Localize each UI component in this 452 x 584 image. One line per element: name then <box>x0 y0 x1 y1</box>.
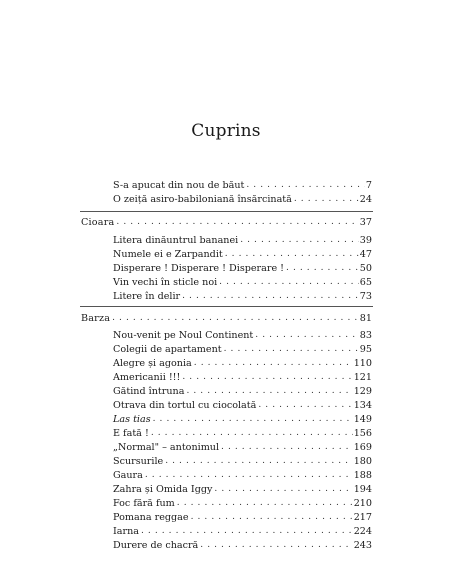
toc-entry <box>113 233 372 246</box>
toc-entry-page: 129 <box>353 386 372 397</box>
toc-entry-title: Litera dinăuntrul bananei <box>113 235 239 246</box>
toc-entry-page: 47 <box>359 249 372 260</box>
toc-dot-leader <box>151 428 353 439</box>
toc-entry-title: E fată ! <box>113 428 149 439</box>
section-divider <box>80 306 373 307</box>
toc-entry-title: Gaura <box>113 470 143 481</box>
toc-section-heading <box>81 311 372 324</box>
toc-entry-page: 169 <box>353 442 372 453</box>
toc-dot-leader <box>177 498 353 509</box>
toc-dot-leader <box>112 313 359 324</box>
toc-entry-title: Otrava din tortul cu ciocolată <box>113 400 257 411</box>
toc-entry-page: 65 <box>359 277 372 288</box>
toc-dot-leader <box>286 263 359 274</box>
toc-entry-page: 121 <box>353 372 372 383</box>
toc-entry <box>113 328 372 341</box>
toc-dot-leader <box>200 540 352 551</box>
toc-dot-leader <box>194 358 353 369</box>
page-title: Cuprins <box>191 121 261 141</box>
toc-entry-page: 210 <box>353 498 372 509</box>
toc-entry-title: Disperare ! Disperare ! Disperare ! <box>113 263 285 274</box>
toc-dot-leader <box>191 512 353 523</box>
toc-entry-title: Litere în delir <box>113 291 181 302</box>
toc-entry <box>113 524 372 537</box>
toc-entry-title: Gătind întruna <box>113 386 185 397</box>
toc-entry-title: Scursurile <box>113 456 164 467</box>
toc-entry <box>113 289 372 302</box>
toc-entry-title: Alegre și agonia <box>113 358 192 369</box>
toc-entry <box>113 482 372 495</box>
toc-entry <box>113 370 372 383</box>
toc-entry <box>113 412 372 425</box>
toc-dot-leader <box>141 526 353 537</box>
toc-entry-title: Colegii de apartament <box>113 344 222 355</box>
toc-entry-page: 149 <box>353 414 372 425</box>
toc-dot-leader <box>294 194 359 205</box>
toc-dot-leader <box>225 249 359 260</box>
toc-entry <box>113 426 372 439</box>
toc-entry-page: 39 <box>359 235 372 246</box>
toc-dot-leader <box>224 344 359 355</box>
toc-section-title: Barza <box>81 313 111 324</box>
toc-entry-page: 243 <box>353 540 372 551</box>
toc-entry-title: „Normal" – antonimul <box>113 442 220 453</box>
toc-dot-leader <box>214 484 352 495</box>
toc-dot-leader <box>182 372 352 383</box>
toc-entry-title: Iarna <box>113 526 139 537</box>
toc-entry <box>113 247 372 260</box>
toc-entry-title: O zeiță asiro-babiloniană însărcinată <box>113 194 292 205</box>
toc-dot-leader <box>116 217 358 228</box>
toc-entry <box>113 496 372 509</box>
toc-entry-title: Durere de chacră <box>113 540 199 551</box>
toc-entry-page: 7 <box>365 180 372 191</box>
toc-section-page: 81 <box>359 313 372 324</box>
toc-entry-title: Nou-venit pe Noul Continent <box>113 330 254 341</box>
toc-entry <box>113 538 372 551</box>
toc-entry-page: 95 <box>359 344 372 355</box>
toc-entry-title: Americanii !!! <box>113 372 181 383</box>
toc-entry-page: 73 <box>359 291 372 302</box>
toc-entry <box>113 342 372 355</box>
toc-entry-title: Las tias <box>113 414 151 425</box>
toc-entry <box>113 468 372 481</box>
toc-entry-title: Pomana reggae <box>113 512 189 523</box>
toc-entry-page: 24 <box>359 194 372 205</box>
toc-dot-leader <box>182 291 359 302</box>
toc-dot-leader <box>186 386 352 397</box>
toc-entry <box>113 261 372 274</box>
toc-entry-page: 224 <box>353 526 372 537</box>
toc-entry-title: Numele ei e Zarpandit <box>113 249 223 260</box>
toc-entry <box>113 275 372 288</box>
toc-dot-leader <box>165 456 352 467</box>
toc-entry <box>113 192 372 205</box>
toc-entry <box>113 454 372 467</box>
toc-entry <box>113 398 372 411</box>
toc-dot-leader <box>258 400 352 411</box>
toc-dot-leader <box>153 414 353 425</box>
section-divider <box>80 211 373 212</box>
toc-entry <box>113 510 372 523</box>
toc-entry-page: 134 <box>353 400 372 411</box>
toc-entry <box>113 178 372 191</box>
toc-entry-page: 50 <box>359 263 372 274</box>
toc-section-heading <box>81 215 372 228</box>
toc-entry-page: 194 <box>353 484 372 495</box>
toc-dot-leader <box>219 277 359 288</box>
toc-dot-leader <box>145 470 353 481</box>
toc-section-page: 37 <box>359 217 372 228</box>
toc-entry-page: 83 <box>359 330 372 341</box>
toc-entry-title: Zahra și Omida Iggy <box>113 484 213 495</box>
toc-entry <box>113 440 372 453</box>
toc-entry-page: 217 <box>353 512 372 523</box>
toc-entry-title: Foc fără fum <box>113 498 175 509</box>
toc-entry-page: 180 <box>353 456 372 467</box>
toc-entry-title: Vin vechi în sticle noi <box>113 277 218 288</box>
toc-dot-leader <box>221 442 353 453</box>
toc-entry-page: 188 <box>353 470 372 481</box>
toc-entry-title: S-a apucat din nou de băut <box>113 180 245 191</box>
toc-entry-page: 156 <box>353 428 372 439</box>
toc-dot-leader <box>246 180 365 191</box>
toc-dot-leader <box>255 330 358 341</box>
toc-entry-page: 110 <box>353 358 372 369</box>
toc-entry <box>113 356 372 369</box>
toc-entry <box>113 384 372 397</box>
toc-section-title: Cioara <box>81 217 115 228</box>
toc-dot-leader <box>240 235 359 246</box>
